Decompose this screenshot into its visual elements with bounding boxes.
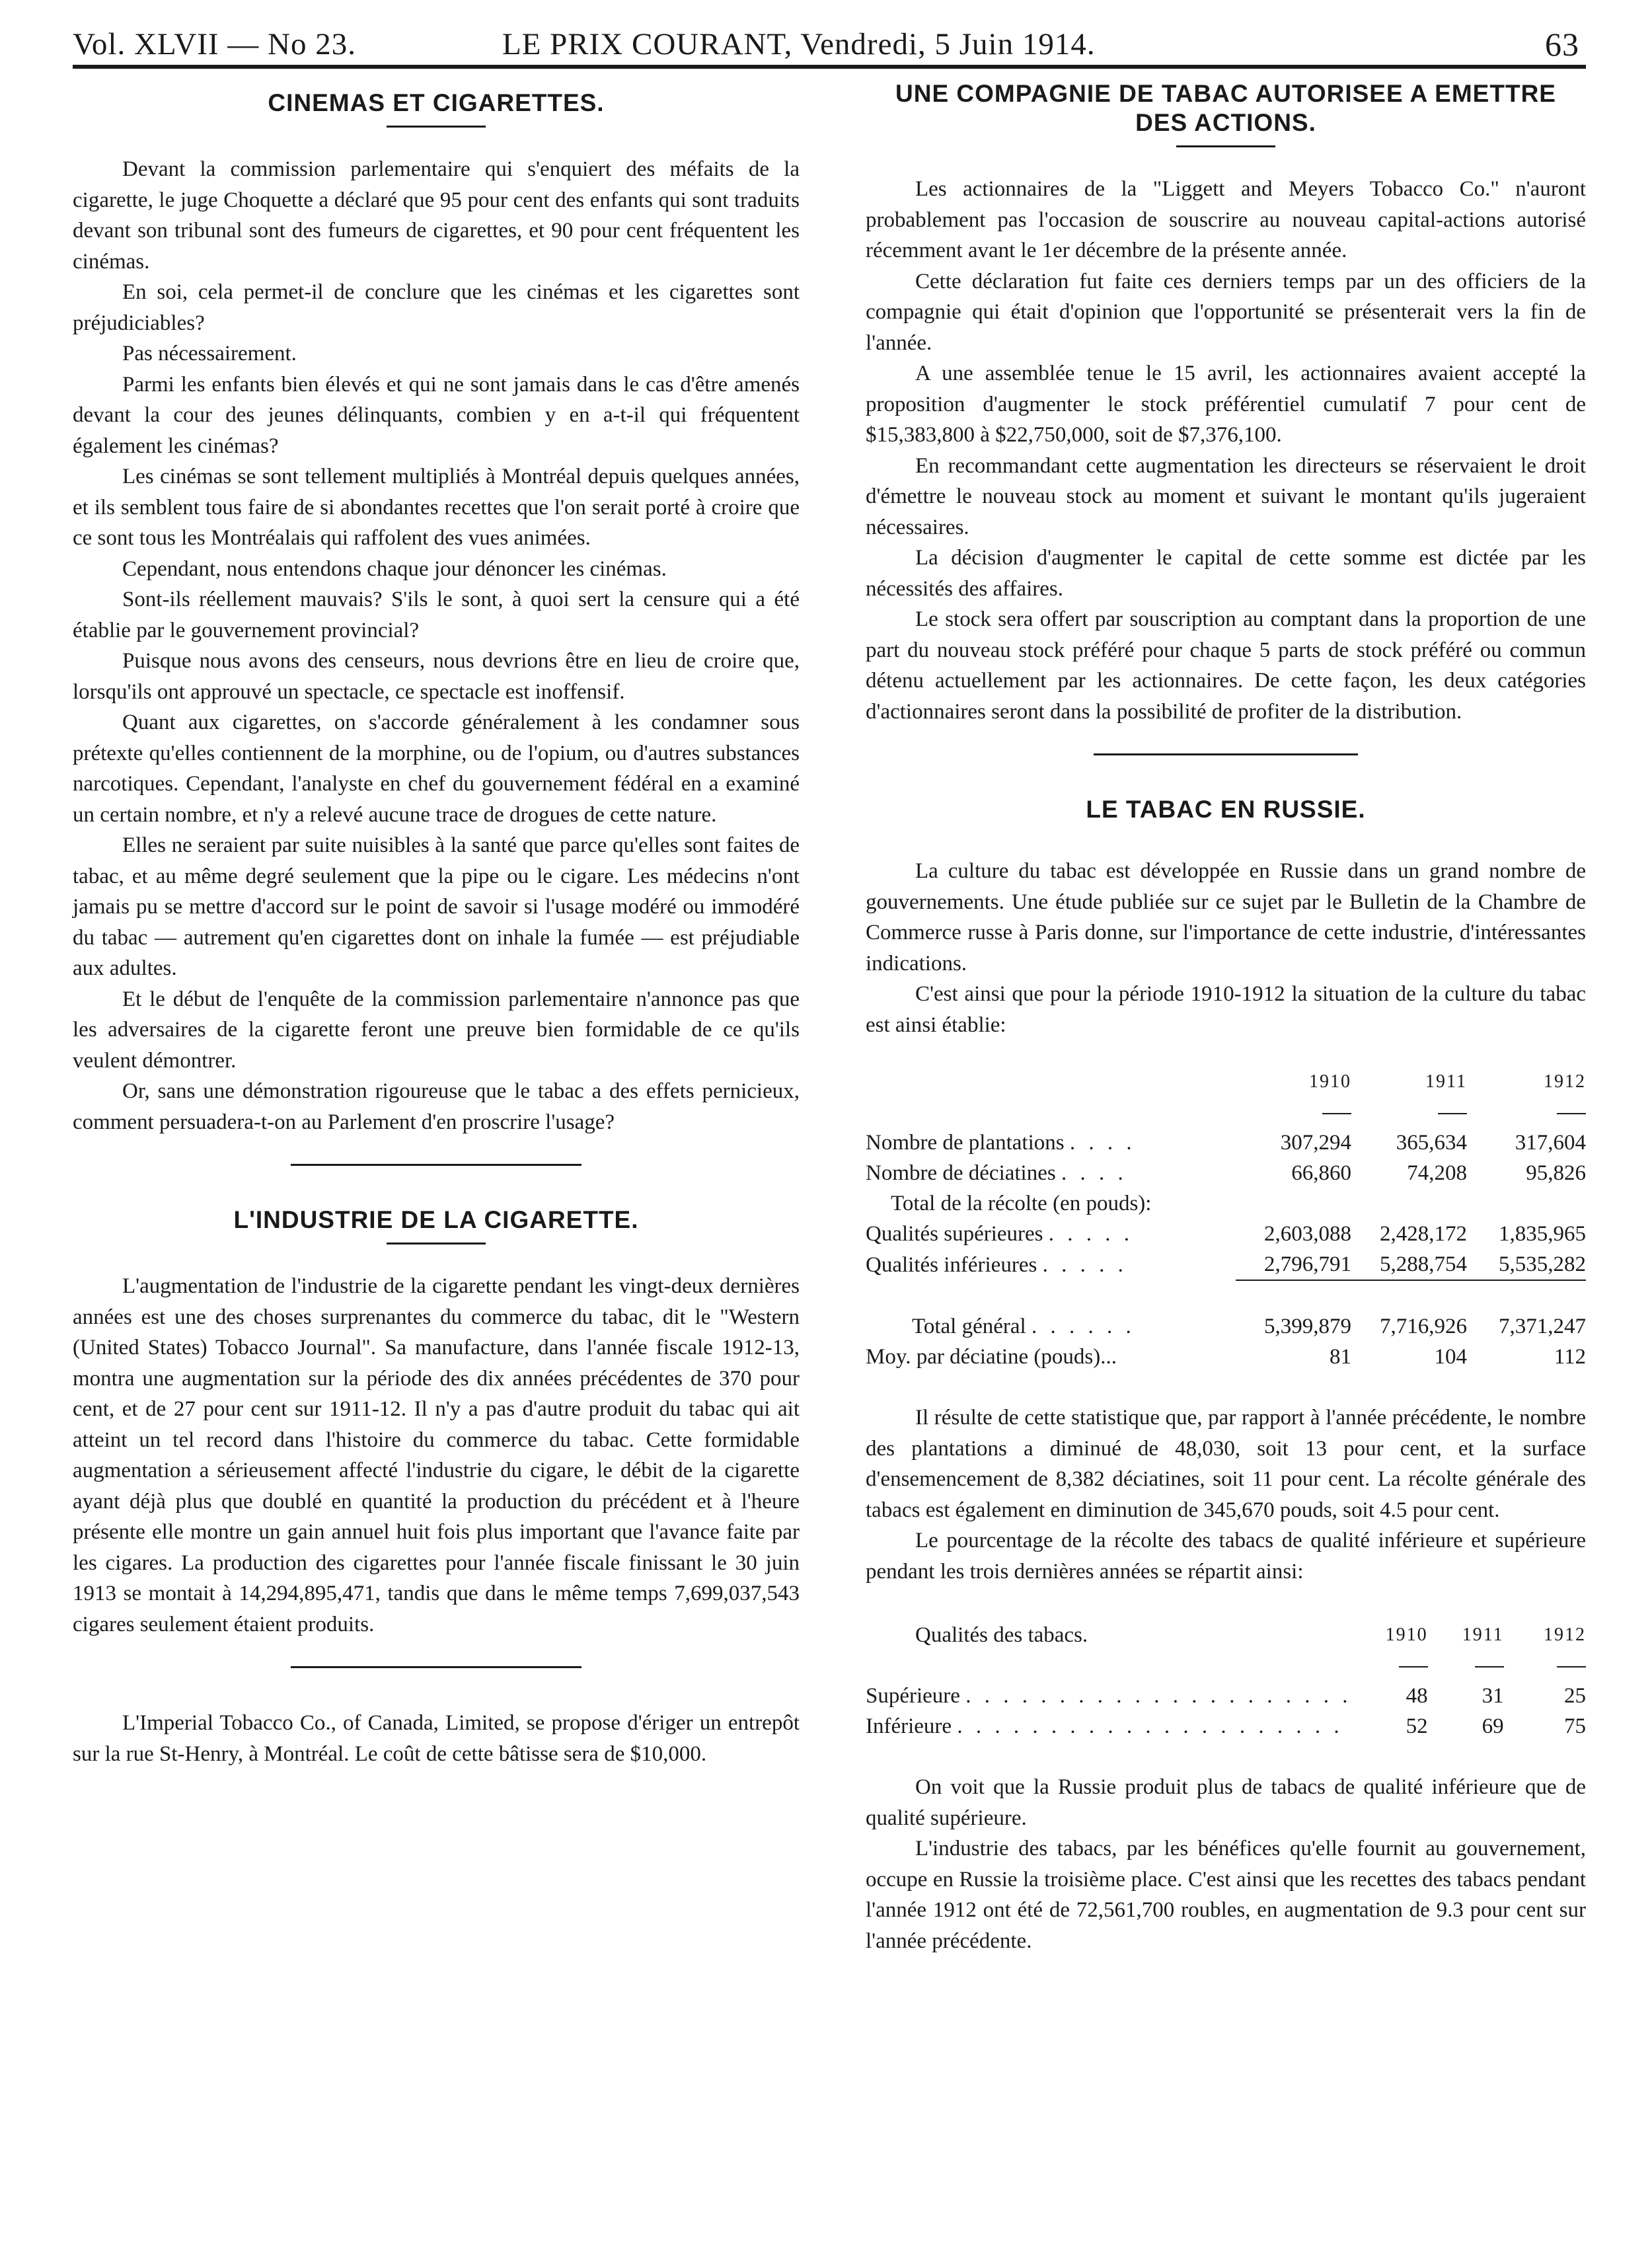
table-header-row bbox=[866, 1067, 1586, 1097]
article-body bbox=[866, 174, 1586, 727]
table-cell: 5,535,282 bbox=[1499, 1252, 1586, 1276]
table-cell: 48 bbox=[1406, 1684, 1428, 1708]
article-body bbox=[73, 1271, 800, 1640]
paragraph: Les cinémas se sont tellement multipliés à Montréal depuis quelques années, et ils semblent tous faire de si abondantes recettes que l'on serait porté à croire que ce sont tous les Montréalais qui raffolent des vues animées. bbox=[73, 465, 800, 550]
table-cell: 7,716,926 bbox=[1380, 1315, 1467, 1338]
article-body bbox=[866, 1772, 1586, 1956]
article-compagnie-tabac bbox=[866, 79, 1586, 727]
paragraph: En soi, cela permet-il de conclure que les cinémas et les cigarettes sont préjudiciables? bbox=[73, 280, 800, 335]
table-row bbox=[866, 1219, 1586, 1249]
row-label-cell bbox=[866, 1158, 1236, 1188]
dash-row bbox=[866, 1097, 1586, 1128]
article-body bbox=[866, 1402, 1586, 1587]
paragraph: Parmi les enfants bien élevés et qui ne sont jamais dans le cas d'être amenés devant la cour des jeunes délinquants, combien y en a-t-il qui fréquentent également les cinémas? bbox=[73, 372, 800, 458]
article-body bbox=[73, 1708, 800, 1769]
row-label-cell bbox=[866, 1681, 1351, 1711]
table-cell: 317,604 bbox=[1515, 1131, 1586, 1155]
table-header-label: Qualités des tabacs. bbox=[915, 1623, 1088, 1647]
article-title: UNE COMPAGNIE DE TABAC AUTORISEE A EMETTRE DES ACTIONS. bbox=[895, 80, 1556, 136]
table-cell: 95,826 bbox=[1526, 1161, 1586, 1185]
table-cell: 307,294 bbox=[1280, 1131, 1351, 1155]
dash-mark bbox=[1475, 1666, 1504, 1667]
title-rule bbox=[1176, 145, 1275, 147]
leader-dots: . . . . . . . . . . . . . . . . . . . . . bbox=[957, 1714, 1343, 1738]
dash-mark bbox=[1557, 1113, 1586, 1114]
paragraph: Or, sans une démonstration rigoureuse que le tabac a des effets pernicieux, comment persuadera-t-on au Parlement d'en proscrire l'usage? bbox=[73, 1079, 800, 1134]
table-cell: 81 bbox=[1330, 1345, 1351, 1369]
table-spacer bbox=[866, 1040, 1586, 1067]
year-cell: 1911 bbox=[1425, 1071, 1467, 1092]
header-rule bbox=[73, 65, 1586, 69]
row-label-cell bbox=[866, 1219, 1236, 1249]
culture-statistics-table bbox=[866, 1067, 1586, 1372]
table-cell: 31 bbox=[1482, 1684, 1504, 1708]
dash-row bbox=[866, 1650, 1586, 1681]
row-label-cell bbox=[866, 1249, 1236, 1280]
row-label-cell bbox=[866, 1128, 1236, 1158]
paragraph: Il résulte de cette statistique que, par rapport à l'année précédente, le nombre des plantations a diminué de 48,030, soit 13 pour cent, et la surface d'ensemencement de 8,382 déciatines, soit 11 pour cent. La récolte générale des tabacs est également en diminution de 345,670 pouds, soit 4.5 pour cent. bbox=[866, 1406, 1586, 1522]
table-cell: 112 bbox=[1554, 1345, 1586, 1369]
leader-dots: . . . . . . . . . . . . . . . . . . . . . bbox=[965, 1684, 1352, 1708]
article-cinemas-cigarettes bbox=[73, 89, 800, 1137]
row-label: Nombre de plantations bbox=[866, 1131, 1065, 1155]
table-row bbox=[866, 1681, 1586, 1711]
paragraph: Les actionnaires de la "Liggett and Meyers Tobacco Co." n'auront probablement pas l'occasion de souscrire au nouveau capital-actions autorisé récemment avant le 1er décembre de la présente année. bbox=[866, 177, 1586, 262]
dash-mark bbox=[1399, 1666, 1428, 1667]
row-label: Inférieure bbox=[866, 1714, 952, 1738]
article-separator bbox=[291, 1666, 582, 1668]
leader-dots: . . . . bbox=[1061, 1161, 1127, 1185]
article-title: CINEMAS ET CIGARETTES. bbox=[268, 89, 605, 116]
table-cell: 52 bbox=[1406, 1714, 1428, 1738]
volume-number: Vol. XLVII — No 23. bbox=[73, 27, 356, 61]
paragraph: Quant aux cigarettes, on s'accorde généralement à les condamner sous prétexte qu'elles contiennent de la morphine, ou de l'opium, ou d'autres substances narcotiques. Cependant, l'analyste en chef du gouvernement fédéral en a examiné un certain nombre, et n'y a relevé aucune trace de drogues de cette nature. bbox=[73, 710, 800, 827]
article-title: LE TABAC EN RUSSIE. bbox=[1086, 796, 1366, 823]
paragraph: Cette déclaration fut faite ces derniers temps par un des officiers de la compagnie qui était d'opinion que l'opportunité se présenterait vers la fin de l'année. bbox=[866, 269, 1586, 355]
title-spacer bbox=[866, 824, 1586, 856]
paragraph: C'est ainsi que pour la période 1910-1912 la situation de la culture du tabac est ainsi établie: bbox=[866, 982, 1586, 1037]
table-cell: 5,399,879 bbox=[1264, 1315, 1351, 1338]
paragraph: L'industrie des tabacs, par les bénéfices qu'elle fournit au gouvernement, occupe en Russie la troisième place. C'est ainsi que les recettes des tabacs pendant l'année 1912 ont été de 72,561,700 roubles, en augmentation de 9.3 pour cent sur l'année précédente. bbox=[866, 1837, 1586, 1953]
table-cell: 365,634 bbox=[1396, 1131, 1467, 1155]
leader-dots: . . . . bbox=[1069, 1131, 1136, 1155]
paragraph: Devant la commission parlementaire qui s'enquiert des méfaits de la cigarette, le juge Choquette a déclaré que 95 pour cent des enfants qui sont traduits devant son tribunal sont des fumeurs de cigarettes, et 90 pour cent fréquentent les cinémas. bbox=[73, 157, 800, 274]
paragraph: On voit que la Russie produit plus de tabacs de qualité inférieure que de qualité supérieure. bbox=[866, 1775, 1586, 1830]
row-label: Supérieure bbox=[866, 1684, 960, 1708]
table-cell: 74,208 bbox=[1407, 1161, 1467, 1185]
row-label: Qualités inférieures bbox=[866, 1252, 1037, 1277]
masthead: LE PRIX COURANT, Vendredi, 5 Juin 1914. bbox=[502, 27, 1096, 61]
paragraph: Cependant, nous entendons chaque jour dénoncer les cinémas. bbox=[122, 556, 667, 581]
year-cell: 1910 bbox=[1385, 1625, 1428, 1645]
article-body bbox=[73, 154, 800, 1137]
paragraph: En recommandant cette augmentation les directeurs se réservaient le droit d'émettre le nouveau stock au moment et suivant le montant qu'ils jugeraient nécessaires. bbox=[866, 453, 1586, 539]
paragraph: Elles ne seraient par suite nuisibles à la santé que parce qu'elles sont faites de tabac, et au même degré seulement que la pipe ou le cigare. Les médecins n'ont jamais pu se mettre d'accord sur le point de savoir si l'usage modéré ou immodéré du tabac — autrement qu'en cigarettes dont on inhale la fumée — est préjudiable aux adultes. bbox=[73, 833, 800, 980]
table-row bbox=[866, 1158, 1586, 1188]
table-spacer bbox=[866, 1587, 1586, 1620]
article-separator bbox=[1094, 753, 1358, 755]
year-cell: 1912 bbox=[1544, 1625, 1586, 1645]
table-cell: 66,860 bbox=[1291, 1161, 1351, 1185]
paragraph: Et le début de l'enquête de la commission parlementaire n'annonce pas que les adversaires de la cigarette feront une preuve bien formidable de ce qu'ils veulent démontrer. bbox=[73, 987, 800, 1073]
table-row-average bbox=[866, 1342, 1586, 1372]
dash-mark bbox=[1322, 1113, 1351, 1114]
table-row bbox=[866, 1249, 1586, 1280]
table-cell: 2,603,088 bbox=[1264, 1222, 1351, 1246]
table-header-row bbox=[866, 1620, 1586, 1650]
right-column bbox=[866, 79, 1586, 1956]
row-label: Moy. par déciatine (pouds)... bbox=[866, 1345, 1117, 1369]
left-column bbox=[73, 79, 800, 1769]
title-rule bbox=[387, 1243, 486, 1244]
year-cell: 1912 bbox=[1544, 1071, 1586, 1092]
paragraph: Le pourcentage de la récolte des tabacs de qualité inférieure et supérieure pendant les trois dernières années se répartit ainsi: bbox=[866, 1529, 1586, 1584]
article-tabac-russie bbox=[866, 795, 1586, 1956]
dash-mark bbox=[1557, 1666, 1586, 1667]
paragraph: A une assemblée tenue le 15 avril, les actionnaires avaient accepté la proposition d'augmenter le stock préférentiel cumulatif 7 pour cent de $15,383,800 à $22,750,000, soit de $7,376,100. bbox=[866, 362, 1586, 447]
paragraph: Pas nécessairement. bbox=[122, 342, 297, 365]
paragraph: Puisque nous avons des censeurs, nous devrions être en lieu de croire que, lorsqu'ils ont approuvé un spectacle, ce spectacle est inoffensif. bbox=[73, 649, 800, 704]
table-row-total bbox=[866, 1311, 1586, 1342]
article-industrie-cigarette bbox=[73, 1206, 800, 1640]
article-imperial-tobacco bbox=[73, 1708, 800, 1769]
dash-mark bbox=[1438, 1113, 1467, 1114]
table-cell: 5,288,754 bbox=[1380, 1252, 1467, 1276]
sum-rule-row bbox=[866, 1280, 1586, 1311]
year-cell: 1911 bbox=[1462, 1625, 1504, 1645]
table-cell: 2,428,172 bbox=[1380, 1222, 1467, 1246]
table-cell: 104 bbox=[1434, 1345, 1467, 1369]
paragraph-spacer bbox=[866, 1742, 1586, 1772]
article-title: L'INDUSTRIE DE LA CIGARETTE. bbox=[233, 1206, 639, 1233]
row-label-cell bbox=[866, 1711, 1351, 1742]
paragraph-spacer bbox=[866, 1372, 1586, 1402]
table-cell: 69 bbox=[1482, 1714, 1504, 1738]
table-body bbox=[866, 1681, 1586, 1742]
leader-dots: . . . . . bbox=[1042, 1252, 1127, 1277]
paragraph: La culture du tabac est développée en Russie dans un grand nombre de gouvernements. Une étude publiée sur ce sujet par le Bulletin de la Chambre de Commerce russe à Paris donne, sur l'importance de cette industrie, d'intéressantes indications. bbox=[866, 859, 1586, 976]
page-number: 63 bbox=[1545, 26, 1579, 63]
table-cell: 2,796,791 bbox=[1264, 1252, 1351, 1276]
page-header bbox=[73, 24, 1586, 66]
table-subheading-row bbox=[866, 1188, 1586, 1219]
table-row bbox=[866, 1711, 1586, 1742]
paragraph: Sont-ils réellement mauvais? S'ils le sont, à quoi sert la censure qui a été établie par le gouvernement provincial? bbox=[73, 588, 800, 642]
leader-dots: . . . . . bbox=[1048, 1222, 1133, 1246]
table-cell: 7,371,247 bbox=[1499, 1315, 1586, 1338]
paragraph: Le stock sera offert par souscription au comptant dans la proportion de une part du nouveau stock préféré pour chaque 5 parts de stock préféré ou commun détenu actuellement par les actionnaires. De cette façon, les deux catégories d'actionnaires seront dans la possibilité de profiter de la distribution. bbox=[866, 607, 1586, 724]
row-label: Nombre de déciatines bbox=[866, 1161, 1056, 1185]
title-rule bbox=[387, 126, 486, 128]
table-body bbox=[866, 1219, 1586, 1280]
year-cell: 1910 bbox=[1309, 1071, 1351, 1092]
article-body bbox=[866, 856, 1586, 1040]
leader-dots: . . . . . . bbox=[1031, 1315, 1135, 1338]
paragraph: La décision d'augmenter le capital de cette somme est dictée par les nécessités des affaires. bbox=[866, 546, 1586, 601]
table-cell: 25 bbox=[1564, 1684, 1586, 1708]
article-separator bbox=[291, 1164, 582, 1166]
paragraph: L'Imperial Tobacco Co., of Canada, Limited, se propose d'ériger un entrepôt sur la rue St-Henry, à Montréal. Le coût de cette bâtisse sera de $10,000. bbox=[73, 1711, 800, 1766]
table-body bbox=[866, 1128, 1586, 1188]
table-row bbox=[866, 1128, 1586, 1158]
table-subheading: Total de la récolte (en pouds): bbox=[891, 1192, 1152, 1215]
table-cell: 75 bbox=[1564, 1714, 1586, 1738]
row-label: Qualités supérieures bbox=[866, 1222, 1043, 1246]
paragraph: L'augmentation de l'industrie de la cigarette pendant les vingt-deux dernières années est une des choses surprenantes du commerce du tabac, dit le "Western (United States) Tobacco Journal". Sa manufacture, dans l'année fiscale 1912-13, montra une augmentation sur la période des dix années précédentes de 370 pour cent, et de 27 pour cent sur 1911-12. Il n'y a pas d'autre produit du tabac qui ait atteint un tel record dans l'histoire du commerce du tabac. Cette formidable augmentation a sérieusement affecté l'industrie du cigare, le débit de la cigarette ayant déjà plus que doublé en quantité la production du précédent et à l'heure présente elle montre un gain annuel huit fois plus important que l'avance faite par les cigares. La production des cigarettes pour l'année fiscale finissant le 30 juin 1913 se montait à 14,294,895,471, tandis que dans le même temps 7,699,037,543 cigares seulement étaient produits. bbox=[73, 1274, 800, 1636]
table-cell: 1,835,965 bbox=[1499, 1222, 1586, 1246]
quality-percentage-table bbox=[866, 1620, 1586, 1742]
row-label: Total général bbox=[912, 1315, 1026, 1338]
